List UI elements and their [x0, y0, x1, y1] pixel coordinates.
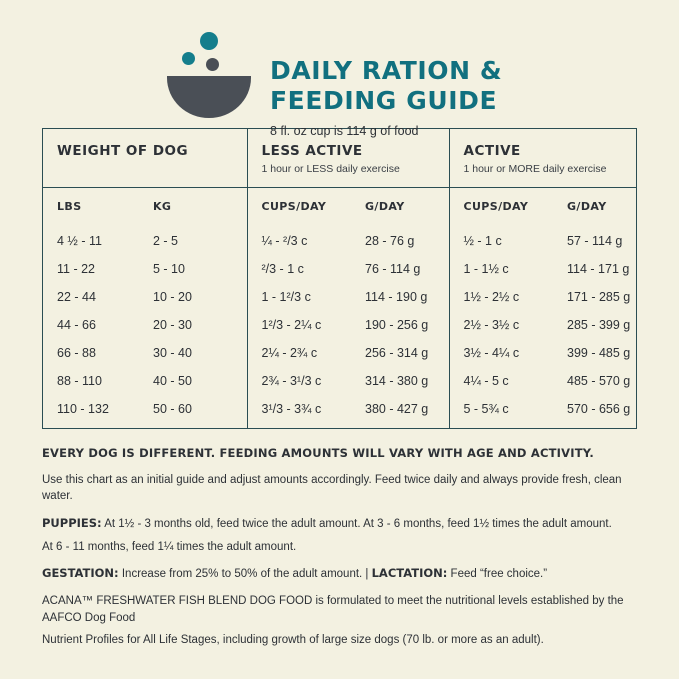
cell-grams-less-active: 190 - 256 g [365, 318, 429, 332]
group-title: WEIGHT OF DOG [57, 143, 189, 159]
header [0, 0, 679, 138]
cell-lbs: 110 - 132 [57, 402, 109, 416]
column-header-kg: KG [153, 200, 172, 213]
cell-grams-less-active: 380 - 427 g [365, 402, 429, 416]
cell-grams-active: 399 - 485 g [567, 346, 631, 360]
cell-cups-active: 4¼ - 5 c [449, 367, 553, 395]
cell-cups-active: 5 - 5¾ c [449, 395, 553, 428]
table-row [43, 255, 636, 283]
bowl-body [167, 76, 251, 118]
lactation-text: Feed “free choice.” [447, 568, 548, 581]
header-text [270, 24, 502, 138]
cell-grams-active: 570 - 656 g [567, 402, 631, 416]
dog-bowl-icon [160, 28, 260, 124]
cell-grams-less-active: 28 - 76 g [365, 234, 415, 248]
notes-guide: Use this chart as an initial guide and adjust amounts accordingly. Feed twice daily and always provide fresh, clean water. [42, 473, 622, 503]
column-header-cups-active: CUPS/DAY [449, 188, 553, 225]
puppies-label: PUPPIES: [42, 516, 102, 531]
group-subtitle: 1 hour or MORE daily exercise [463, 163, 607, 175]
table-row [43, 283, 636, 311]
table-row [43, 339, 636, 367]
table-row [43, 224, 636, 255]
notes-puppies-2: At 6 - 11 months, feed 1¼ times the adult amount. [42, 540, 297, 553]
cell-lbs: 66 - 88 [57, 346, 96, 360]
cell-grams-less-active: 314 - 380 g [365, 374, 429, 388]
bowl-dot-small-dark [206, 58, 219, 71]
cell-grams-active: 171 - 285 g [567, 290, 631, 304]
puppies-text: At 1½ - 3 months old, feed twice the adult amount. At 3 - 6 months, feed 1½ times the adult amount. [101, 518, 612, 531]
cell-grams-less-active: 256 - 314 g [365, 346, 429, 360]
cell-kg: 50 - 60 [153, 402, 192, 416]
lactation-label: LACTATION: [371, 566, 448, 581]
notes-puppies [42, 515, 637, 533]
notes-section [42, 445, 637, 649]
cell-lbs: 11 - 22 [57, 262, 95, 276]
cell-grams-active: 285 - 399 g [567, 318, 631, 332]
group-title: LESS ACTIVE [261, 143, 363, 159]
ration-table [43, 129, 636, 428]
notes-gestation-lactation [42, 565, 637, 583]
column-header-lbs: LBS [57, 200, 82, 213]
column-header-grams-less-active: G/DAY [365, 200, 405, 213]
cell-cups-active: 1½ - 2½ c [449, 283, 553, 311]
bowl-dot-small-teal [182, 52, 195, 65]
cell-lbs: 88 - 110 [57, 374, 102, 388]
table-body [43, 224, 636, 428]
cell-cups-less-active: 2¾ - 3¹/3 c [247, 367, 351, 395]
table-row [43, 367, 636, 395]
cell-cups-less-active: 2¼ - 2¾ c [247, 339, 351, 367]
group-subtitle: 1 hour or LESS daily exercise [261, 163, 400, 175]
notes-heading: EVERY DOG IS DIFFERENT. FEEDING AMOUNTS WILL VARY WITH AGE AND ACTIVITY. [42, 446, 594, 460]
cell-grams-active: 114 - 171 g [567, 262, 630, 276]
cell-cups-active: 3½ - 4¼ c [449, 339, 553, 367]
cell-kg: 2 - 5 [153, 234, 179, 248]
cell-cups-active: 1 - 1½ c [449, 255, 553, 283]
cell-kg: 5 - 10 [153, 262, 185, 276]
column-header-grams-active: G/DAY [567, 200, 607, 213]
cell-cups-active: ½ - 1 c [449, 224, 553, 255]
group-title: ACTIVE [463, 143, 521, 159]
cell-kg: 30 - 40 [153, 346, 192, 360]
column-header-cups-less-active: CUPS/DAY [247, 188, 351, 225]
table-row [43, 311, 636, 339]
page-title-line1: DAILY RATION & [270, 56, 503, 85]
cell-lbs: 4 ½ - 11 [57, 234, 102, 248]
page-subtitle: 8 fl. oz cup is 114 g of food [270, 124, 419, 138]
cell-grams-less-active: 114 - 190 g [365, 290, 428, 304]
cell-grams-active: 57 - 114 g [567, 234, 623, 248]
cell-lbs: 44 - 66 [57, 318, 96, 332]
table-column-header-row [43, 188, 636, 225]
cell-kg: 20 - 30 [153, 318, 192, 332]
cell-cups-active: 2½ - 3½ c [449, 311, 553, 339]
cell-cups-less-active: 1 - 1²/3 c [247, 283, 351, 311]
gestation-text: Increase from 25% to 50% of the adult amount. | [118, 568, 372, 581]
page-title-line2: FEEDING GUIDE [270, 85, 498, 115]
cell-cups-less-active: 1²/3 - 2¼ c [247, 311, 351, 339]
bowl-dot-large [200, 32, 218, 50]
aafco-statement-line1: ACANA™ FRESHWATER FISH BLEND DOG FOOD is formulated to meet the nutritional levels established by the AAFCO Dog Food [42, 595, 624, 624]
ration-table-wrapper [42, 128, 637, 429]
cell-grams-less-active: 76 - 114 g [365, 262, 421, 276]
table-row [43, 395, 636, 428]
aafco-statement-line2: Nutrient Profiles for All Life Stages, including growth of large size dogs (70 lb. or more as an adult). [42, 634, 544, 647]
cell-lbs: 22 - 44 [57, 290, 96, 304]
cell-cups-less-active: ²/3 - 1 c [247, 255, 351, 283]
group-header-weight [43, 129, 247, 188]
cell-cups-less-active: 3¹/3 - 3¾ c [247, 395, 351, 428]
cell-kg: 10 - 20 [153, 290, 192, 304]
cell-grams-active: 485 - 570 g [567, 374, 631, 388]
cell-cups-less-active: ¼ - ²/3 c [247, 224, 351, 255]
cell-kg: 40 - 50 [153, 374, 192, 388]
gestation-label: GESTATION: [42, 566, 119, 581]
